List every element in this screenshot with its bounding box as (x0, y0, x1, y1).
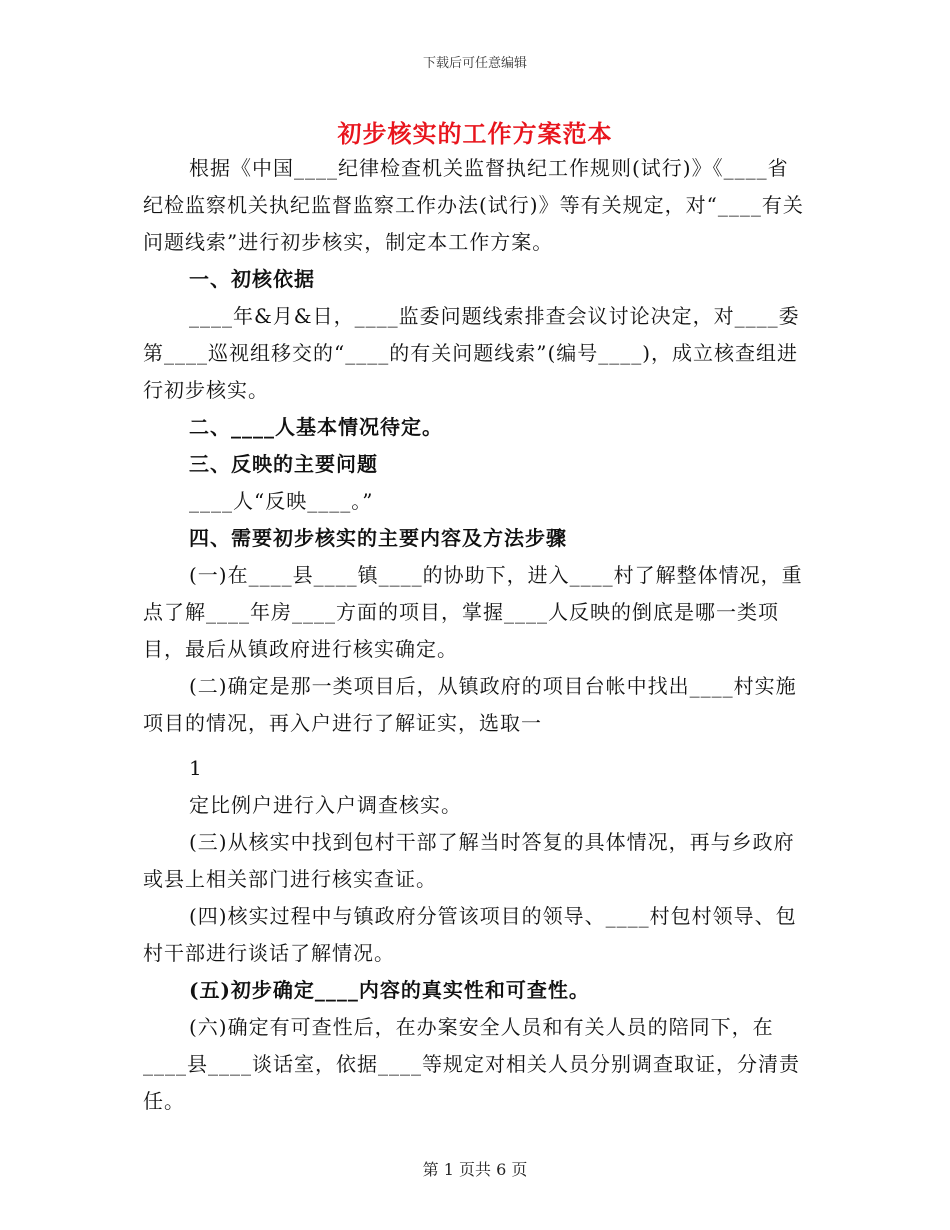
step-3-paragraph: (三)从核实中找到包村干部了解当时答复的具体情况，再与乡政府或县上相关部门进行核实查证。 (143, 830, 795, 891)
step-6-paragraph: (六)确定有可查性后，在办案安全人员和有关人员的陪同下，在____县____谈话室，依据____等规定对相关人员分别调查取证，分清责任。 (143, 1015, 800, 1113)
step-2-continuation: 定比例户进行入户调查核实。 (189, 793, 462, 817)
step-5-paragraph: (五)初步确定____内容的真实性和可查性。 (189, 978, 590, 1002)
step-2-paragraph: (二)确定是那一类项目后，从镇政府的项目台帐中找出____村实施项目的情况，再入户进行了解证实，选取一 (143, 674, 797, 735)
section-heading-person: 二、____人基本情况待定。 (189, 415, 443, 439)
step-1-paragraph: (一)在____县____镇____的协助下，进入____村了解整体情况，重点了解____年房____方面的项目，掌握____人反映的倒底是哪一类项目，最后从镇政府进行核实确定。 (143, 563, 803, 661)
issues-paragraph: ____人“反映____。” (189, 489, 374, 513)
inline-page-number: 1 (189, 756, 202, 780)
step-4-paragraph: (四)核实过程中与镇政府分管该项目的领导、____村包村领导、包村干部进行谈话了解情况。 (143, 904, 797, 965)
document-body (143, 150, 808, 1120)
basis-paragraph: ____年&月&日，____监委问题线索排查会议讨论决定，对____委第____巡视组移交的“____的有关问题线索”(编号____)，成立核查组进行初步核实。 (143, 304, 800, 402)
intro-paragraph: 根据《中国____纪律检查机关监督执纪工作规则(试行)》《____省纪检监察机关执纪监督监察工作办法(试行)》等有关规定，对“____有关问题线索”进行初步核实，制定本工作方案。 (143, 156, 804, 254)
section-heading-issues: 三、反映的主要问题 (189, 452, 378, 476)
section-heading-methods: 四、需要初步核实的主要内容及方法步骤 (189, 526, 567, 550)
document-title: 初步核实的工作方案范本 (337, 119, 613, 148)
section-heading-basis: 一、初核依据 (189, 267, 315, 291)
page-footer: 第 1 页共 6 页 (422, 1160, 528, 1179)
header-note: 下载后可任意编辑 (422, 56, 527, 71)
